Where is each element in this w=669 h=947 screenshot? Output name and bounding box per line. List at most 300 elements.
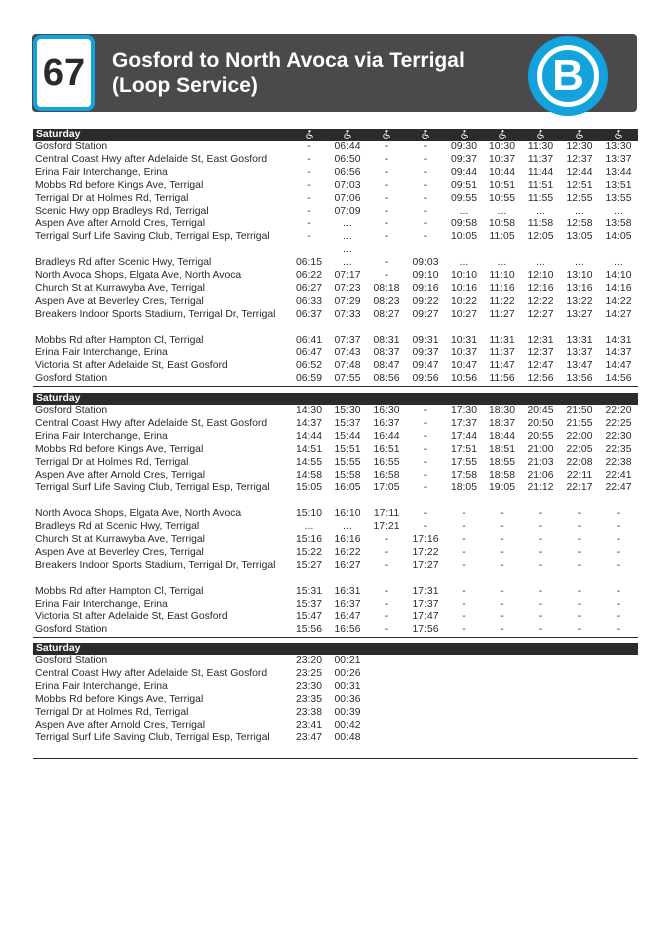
- time-cell: 20:45: [527, 405, 554, 416]
- time-cell: -: [307, 205, 311, 217]
- table-row: [33, 508, 638, 521]
- time-cell: -: [384, 546, 389, 558]
- time-cell: 10:37: [488, 153, 515, 165]
- wheelchair-icon: [575, 130, 584, 139]
- header-cell: [290, 393, 328, 405]
- time-cell: 15:58: [334, 469, 361, 481]
- time-cell: -: [616, 534, 621, 546]
- wheelchair-icon: [305, 130, 314, 139]
- time-cell: [367, 694, 406, 707]
- time-cell: -: [500, 534, 504, 546]
- time-cell: [367, 732, 406, 758]
- time-cell: 17:37: [450, 417, 477, 429]
- time-cell: 17:58: [450, 469, 477, 481]
- time-cell: 11:22: [489, 295, 515, 307]
- stop-name: Central Coast Hwy after Adelaide St, East Gosford: [35, 153, 268, 165]
- time-cell: 10:05: [450, 231, 477, 243]
- table-row: [33, 257, 638, 270]
- day-label: Saturday: [33, 393, 290, 405]
- time-cell: 11:58: [527, 218, 554, 230]
- time-cell: -: [462, 521, 466, 533]
- wheelchair-icon: [421, 130, 430, 139]
- time-cell: -: [307, 179, 311, 191]
- time-cell: [599, 655, 638, 668]
- time-cell: ...: [614, 257, 623, 269]
- time-cell: 12:47: [527, 360, 554, 372]
- time-cell: 08:56: [367, 373, 406, 386]
- time-cell: [483, 707, 521, 720]
- time-cell: 22:11: [566, 469, 593, 481]
- time-cell: -: [538, 534, 543, 546]
- time-cell: [521, 681, 560, 694]
- header-cell: [290, 129, 328, 141]
- time-cell: -: [384, 179, 389, 191]
- time-cell: 11:47: [489, 360, 515, 372]
- stop-name: Terrigal Surf Life Saving Club, Terrigal Esp, Terrigal: [35, 231, 270, 243]
- time-cell: -: [500, 611, 504, 623]
- time-cell: 08:23: [373, 295, 400, 307]
- time-cell: 17:30: [450, 405, 477, 416]
- time-cell: 23:20: [295, 655, 322, 666]
- time-cell: [406, 668, 445, 681]
- time-cell: -: [577, 508, 582, 520]
- time-cell: [599, 694, 638, 707]
- time-cell: 07:23: [334, 282, 361, 294]
- time-cell: [406, 655, 445, 668]
- time-cell: 16:22: [334, 546, 361, 558]
- time-cell: 09:51: [450, 179, 477, 191]
- time-cell: -: [307, 231, 311, 243]
- time-cell: 15:55: [334, 456, 361, 468]
- time-cell: [521, 694, 560, 707]
- time-cell: -: [538, 559, 543, 571]
- stop-name: Mobbs Rd after Hampton Cl, Terrigal: [35, 334, 204, 346]
- time-cell: 17:21: [373, 521, 400, 533]
- table-row: [33, 586, 638, 599]
- time-cell: 12:58: [566, 218, 593, 230]
- time-cell: -: [616, 598, 621, 610]
- time-cell: 16:05: [334, 482, 361, 494]
- table-row: [33, 470, 638, 483]
- time-cell: -: [577, 559, 582, 571]
- wheelchair-icon: [343, 130, 352, 139]
- table-row: [33, 681, 638, 694]
- time-cell: 12:10: [527, 270, 554, 282]
- time-cell: 17:55: [450, 456, 477, 468]
- time-cell: -: [423, 141, 428, 152]
- time-cell-extra: ...: [343, 244, 352, 256]
- time-cell: 13:37: [605, 153, 632, 165]
- time-cell: 17:31: [412, 585, 439, 597]
- time-cell: 09:27: [412, 308, 439, 320]
- stop-name: North Avoca Shops, Elgata Ave, North Avoca: [35, 270, 242, 282]
- table-row: [33, 521, 638, 534]
- time-cell: 14:22: [605, 295, 632, 307]
- time-cell: -: [616, 546, 621, 558]
- time-cell: 15:05: [295, 482, 322, 494]
- stop-name: Gosford Station: [35, 655, 108, 666]
- time-cell: 07:43: [334, 347, 361, 359]
- time-cell: 23:35: [295, 693, 322, 705]
- time-cell: [483, 720, 521, 733]
- time-cell: 06:59: [290, 373, 328, 386]
- time-cell: -: [462, 598, 466, 610]
- stop-name: Mobbs Rd after Hampton Cl, Terrigal: [35, 585, 204, 597]
- table-row: [33, 206, 638, 219]
- header-cell: [328, 643, 367, 655]
- time-cell: 09:37: [412, 347, 439, 359]
- time-cell: 08:18: [373, 282, 400, 294]
- stop-name: Mobbs Rd before Kings Ave, Terrigal: [35, 179, 204, 191]
- time-cell: 13:22: [566, 295, 593, 307]
- table-row: [33, 599, 638, 612]
- time-cell: 16:44: [373, 430, 400, 442]
- time-cell: -: [423, 508, 428, 520]
- header-cell: [521, 393, 560, 405]
- time-cell: 22:38: [605, 456, 632, 468]
- time-cell: 23:38: [295, 706, 322, 718]
- title-line-1: Gosford to North Avoca via Terrigal: [112, 49, 465, 72]
- page-title: [112, 48, 465, 98]
- time-cell: -: [367, 624, 406, 637]
- time-cell: -: [307, 218, 311, 230]
- time-cell: 07:33: [334, 308, 361, 320]
- header-cell: [483, 129, 521, 141]
- time-cell: 11:10: [489, 270, 515, 282]
- time-cell: ...: [575, 257, 584, 269]
- time-cell: 17:16: [412, 534, 439, 546]
- time-cell: 11:05: [489, 231, 515, 243]
- table-row: [33, 668, 638, 681]
- time-cell: 06:33: [295, 295, 322, 307]
- table-row: [33, 547, 638, 560]
- time-cell: 09:31: [412, 334, 439, 346]
- time-cell: 17:27: [412, 559, 439, 571]
- time-cell: -: [538, 508, 543, 520]
- time-cell: ...: [343, 521, 352, 533]
- time-cell: -: [500, 508, 504, 520]
- time-cell: 21:50: [566, 405, 593, 416]
- time-cell: 09:22: [412, 295, 439, 307]
- time-cell: [521, 655, 560, 668]
- time-cell: [406, 681, 445, 694]
- time-cell: [406, 720, 445, 733]
- time-cell: -: [577, 598, 582, 610]
- time-cell: [560, 707, 599, 720]
- wheelchair-icon: [536, 130, 545, 139]
- time-cell: 17:37: [412, 598, 439, 610]
- time-cell: -: [538, 611, 543, 623]
- time-cell: ...: [304, 521, 314, 533]
- time-cell: 16:37: [373, 417, 400, 429]
- time-cell: [483, 732, 521, 758]
- time-cell: ... ...: [328, 231, 367, 257]
- time-cell: 21:03: [527, 456, 554, 468]
- time-cell: 15:16: [295, 534, 322, 546]
- time-cell: [599, 720, 638, 733]
- header-cell: [367, 129, 406, 141]
- time-cell: 22:17: [566, 482, 593, 494]
- header-cell: [406, 393, 445, 405]
- time-cell: 14:27: [605, 308, 632, 320]
- header-cell: [483, 393, 521, 405]
- stop-name: Gosford Station: [35, 141, 108, 152]
- header-cell: [560, 643, 599, 655]
- time-cell: -: [423, 417, 428, 429]
- time-cell: 14:44: [295, 430, 322, 442]
- stop-name: Erina Fair Interchange, Erina: [35, 166, 168, 178]
- time-cell: 17:11: [373, 508, 400, 520]
- time-cell: 22:41: [605, 469, 632, 481]
- time-cell: 13:47: [566, 360, 593, 372]
- time-cell: 22:25: [605, 417, 632, 429]
- header-cell: [560, 393, 599, 405]
- time-cell: -: [538, 546, 543, 558]
- time-cell: 09:56: [406, 373, 445, 386]
- header-cell: [406, 129, 445, 141]
- time-cell: 07:06: [334, 192, 361, 204]
- time-cell: 12:44: [566, 166, 593, 178]
- time-cell: [367, 681, 406, 694]
- time-cell: -: [384, 559, 389, 571]
- time-cell: 07:17: [334, 270, 361, 282]
- time-cell: [367, 668, 406, 681]
- time-cell: 10:56: [445, 373, 483, 386]
- time-cell: -: [384, 205, 389, 217]
- time-cell: 14:47: [605, 360, 632, 372]
- time-cell: -: [384, 153, 389, 165]
- header-cell: [521, 643, 560, 655]
- stop-name: Church St at Kurrawyba Ave, Terrigal: [35, 534, 205, 546]
- time-cell: 17:56: [406, 624, 445, 637]
- wheelchair-icon: [498, 130, 507, 139]
- time-cell: 11:56: [483, 373, 521, 386]
- time-cell: [406, 707, 445, 720]
- time-cell: 12:22: [527, 295, 554, 307]
- time-cell: 13:16: [566, 282, 593, 294]
- time-cell: -: [423, 469, 428, 481]
- stop-name: Aspen Ave at Beverley Cres, Terrigal: [35, 295, 204, 307]
- time-cell: [560, 668, 599, 681]
- time-cell: -: [538, 585, 543, 597]
- header-cell: [599, 129, 638, 141]
- time-cell: 12:55: [566, 192, 593, 204]
- time-cell: 06:22: [295, 270, 322, 282]
- header-cell: [599, 393, 638, 405]
- time-cell: [599, 681, 638, 694]
- time-cell: 12:16: [527, 282, 554, 294]
- time-cell: 13:30: [605, 141, 632, 152]
- table-row: [33, 405, 638, 418]
- table-row: [33, 360, 638, 373]
- stop-name: Scenic Hwy opp Bradleys Rd, Terrigal: [35, 205, 209, 217]
- time-cell: [599, 668, 638, 681]
- time-cell: 22:20: [605, 405, 632, 416]
- time-cell: 13:44: [605, 166, 632, 178]
- time-cell: [445, 732, 483, 758]
- time-cell: -: [577, 521, 582, 533]
- time-cell: 14:55: [295, 456, 322, 468]
- time-cell: -: [423, 456, 428, 468]
- stop-name: Breakers Indoor Sports Stadium, Terrigal Dr, Terrigal: [35, 559, 276, 571]
- time-cell: 13:58: [605, 218, 632, 230]
- time-cell: 16:55: [373, 456, 400, 468]
- time-cell: 17:44: [450, 430, 477, 442]
- stop-name: Bradleys Rd after Scenic Hwy, Terrigal: [35, 257, 212, 269]
- time-cell: -: [384, 231, 389, 243]
- time-cell: 11:30: [527, 141, 554, 152]
- time-cell: -: [462, 534, 466, 546]
- time-cell: -: [307, 141, 311, 152]
- time-cell: 15:30: [334, 405, 361, 416]
- time-cell: -: [462, 611, 466, 623]
- time-cell: 14:10: [605, 270, 632, 282]
- time-cell: 16:31: [334, 585, 361, 597]
- time-cell: -: [307, 192, 311, 204]
- time-cell: ...: [343, 218, 352, 230]
- stop-name: Aspen Ave after Arnold Cres, Terrigal: [35, 719, 205, 731]
- time-cell: 22:47: [605, 482, 632, 494]
- time-cell: 17:51: [450, 443, 477, 455]
- header-cell: [521, 129, 560, 141]
- table-row: [33, 154, 638, 167]
- time-cell: 14:58: [295, 469, 322, 481]
- day-label: Saturday: [33, 643, 290, 655]
- time-cell: -: [423, 179, 428, 191]
- time-cell: 22:08: [566, 456, 593, 468]
- time-cell: 20:55: [527, 430, 554, 442]
- time-cell: [367, 707, 406, 720]
- time-cell: [560, 732, 599, 758]
- time-cell: -: [384, 257, 389, 269]
- header-cell: [367, 393, 406, 405]
- time-cell: 14:05: [605, 231, 632, 243]
- time-cell: 07:55: [328, 373, 367, 386]
- time-cell: 00:36: [334, 693, 361, 705]
- stop-name: North Avoca Shops, Elgata Ave, North Avoca: [35, 508, 242, 520]
- time-cell: 11:55: [527, 192, 554, 204]
- time-cell: ...: [614, 205, 623, 217]
- stop-name: Gosford Station: [33, 624, 290, 637]
- stop-name: Terrigal Surf Life Saving Club, Terrigal Esp, Terrigal: [35, 482, 270, 494]
- time-cell: -: [423, 218, 428, 230]
- time-cell: -: [521, 624, 560, 637]
- time-cell: [483, 655, 521, 668]
- stop-name: Aspen Ave after Arnold Cres, Terrigal: [35, 218, 205, 230]
- table-row: [33, 534, 638, 547]
- time-cell: 10:16: [450, 282, 477, 294]
- time-cell: ...: [459, 205, 469, 217]
- stop-name: Erina Fair Interchange, Erina: [35, 430, 168, 442]
- time-cell: [599, 732, 638, 758]
- time-cell: -: [307, 153, 311, 165]
- stop-name: Central Coast Hwy after Adelaide St, East Gosford: [35, 667, 268, 679]
- time-cell: -: [500, 559, 504, 571]
- time-cell: -: [616, 559, 621, 571]
- time-cell: 15:37: [334, 417, 361, 429]
- header-cell: [560, 129, 599, 141]
- time-cell: 08:27: [373, 308, 400, 320]
- network-letter: B: [537, 45, 599, 107]
- table-row: [33, 193, 638, 206]
- time-cell: 09:37: [450, 153, 477, 165]
- time-cell: -: [616, 521, 621, 533]
- time-cell: -: [483, 624, 521, 637]
- stop-name: Victoria St after Adelaide St, East Gosford: [35, 360, 228, 372]
- time-cell: 10:31: [450, 334, 477, 346]
- time-cell: -: [384, 534, 389, 546]
- time-cell: ...: [459, 257, 469, 269]
- time-cell: -: [384, 598, 389, 610]
- table-row: [33, 141, 638, 154]
- time-cell: 09:58: [450, 218, 477, 230]
- timetable-saturday-1: [33, 129, 638, 387]
- time-cell: -: [462, 546, 466, 558]
- header-cell: [328, 129, 367, 141]
- time-cell: 00:39: [334, 706, 361, 718]
- time-cell: ...: [536, 205, 545, 217]
- time-cell: ...: [497, 205, 507, 217]
- time-cell: 18:51: [488, 443, 515, 455]
- time-cell: 15:31: [295, 585, 322, 597]
- time-cell: 09:03: [412, 257, 439, 269]
- route-number: 67: [42, 51, 86, 94]
- time-cell: 14:16: [605, 282, 632, 294]
- time-cell: 23:30: [295, 680, 322, 692]
- table-row: [33, 296, 638, 309]
- time-cell: -: [384, 270, 389, 282]
- time-cell: ...: [536, 257, 545, 269]
- wheelchair-icon: [382, 130, 391, 139]
- time-cell: [406, 694, 445, 707]
- time-cell: -: [538, 521, 543, 533]
- stop-name: Terrigal Dr at Holmes Rd, Terrigal: [35, 192, 189, 204]
- time-cell: -: [423, 231, 428, 243]
- time-cell: 12:27: [527, 308, 554, 320]
- time-cell: 11:44: [527, 166, 554, 178]
- table-row: [33, 655, 638, 668]
- time-cell: 13:37: [566, 347, 593, 359]
- time-cell: -: [462, 585, 466, 597]
- time-cell: 10:51: [488, 179, 515, 191]
- time-cell: -: [599, 624, 638, 637]
- timetable-saturday-3: [33, 643, 638, 759]
- time-cell: [445, 720, 483, 733]
- time-cell: 12:51: [566, 179, 593, 191]
- time-cell: -: [423, 153, 428, 165]
- time-cell: 10:55: [488, 192, 515, 204]
- time-cell: 23:41: [295, 719, 322, 731]
- time-cell: 06:50: [334, 153, 361, 165]
- table-row: [33, 560, 638, 586]
- route-number-badge: [33, 35, 95, 111]
- stop-name: Bradleys Rd at Scenic Hwy, Terrigal: [35, 521, 200, 533]
- time-cell: 12:31: [527, 334, 554, 346]
- time-cell: -: [384, 218, 389, 230]
- stop-name: Aspen Ave at Beverley Cres, Terrigal: [35, 546, 204, 558]
- time-cell: 17:05: [373, 482, 400, 494]
- stop-name: Mobbs Rd before Kings Ave, Terrigal: [35, 693, 204, 705]
- time-cell: -: [384, 611, 389, 623]
- time-cell: 14:37: [605, 347, 632, 359]
- time-cell: 11:27: [489, 308, 515, 320]
- header-cell: [445, 643, 483, 655]
- header-cell: [406, 643, 445, 655]
- time-cell: 13:56: [560, 373, 599, 386]
- time-cell: [367, 655, 406, 668]
- header-cell: [367, 643, 406, 655]
- table-row: [33, 180, 638, 193]
